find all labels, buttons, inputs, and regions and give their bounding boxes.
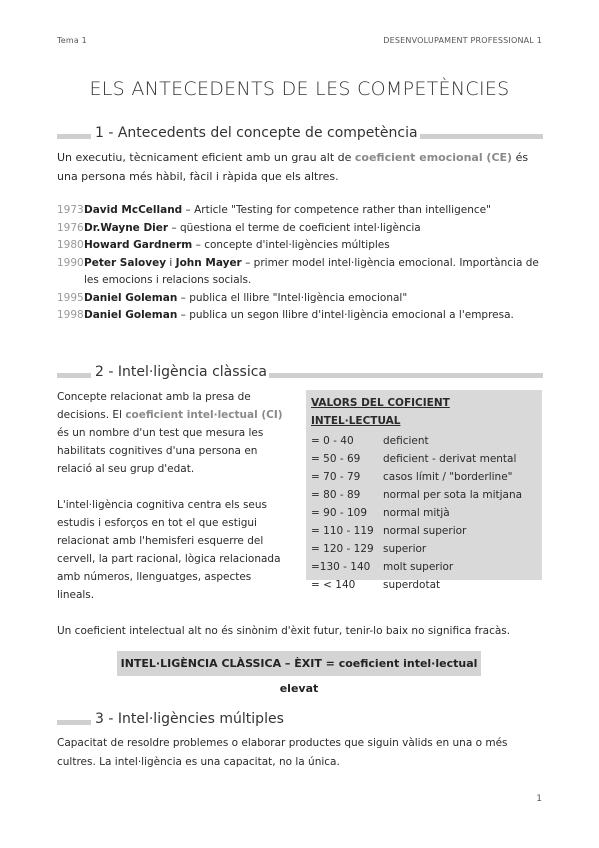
timeline-year: 1976 bbox=[57, 221, 84, 234]
iq-row bbox=[311, 468, 538, 486]
timeline-text: – qüestiona el terme de coeficient intel·ligència bbox=[168, 221, 421, 234]
section-2-text bbox=[57, 388, 289, 604]
timeline-joiner: i bbox=[166, 256, 176, 269]
ce-highlight: coeficient emocional (CE) bbox=[354, 151, 513, 164]
classic-intelligence-banner: INTEL·LIGÈNCIA CLÀSSICA – ÈXIT = coeficient intel·lectual elevat bbox=[117, 651, 481, 676]
iq-row bbox=[311, 576, 538, 594]
timeline-row bbox=[57, 307, 543, 325]
iq-row bbox=[311, 432, 538, 450]
iq-range: = 50 - 69 bbox=[311, 453, 361, 465]
iq-label: deficient - derivat mental bbox=[383, 453, 517, 465]
timeline-row bbox=[57, 220, 543, 238]
timeline-row bbox=[57, 290, 543, 308]
timeline-row bbox=[57, 255, 543, 290]
iq-label: superdotat bbox=[383, 579, 441, 591]
timeline-name: Howard Gardnerm bbox=[84, 239, 193, 251]
timeline-name-2: John Mayer bbox=[175, 256, 242, 269]
p1-text: Concepte relacionat amb la presa de decisions. El bbox=[57, 391, 251, 421]
iq-range: =130 - 140 bbox=[311, 561, 371, 573]
header-left: Tema 1 bbox=[57, 36, 87, 45]
section-2-paragraph-2: L'intel·ligència cognitiva centra els seus estudis i esforços en tot el que estigui relacionat amb l'hemisferi esquerre del cervell, la part racional, lògica relacionada amb números, llenguatges, aspectes lineals. bbox=[57, 499, 281, 601]
iq-label: normal per sota la mitjana bbox=[383, 489, 523, 501]
p1-text-end: és un nombre d'un test que mesura les habilitats cognitives d'una persona en relació al seu grup d'edat. bbox=[57, 427, 264, 475]
timeline-name: Daniel Goleman bbox=[84, 291, 178, 304]
section-2-heading bbox=[57, 364, 543, 386]
intro-text-end: és una persona més hàbil, fàcil i ràpida que els altres. bbox=[57, 151, 529, 183]
iq-row bbox=[311, 558, 538, 576]
timeline-name: Peter Salovey bbox=[84, 256, 167, 269]
heading-bar-left bbox=[57, 720, 91, 725]
timeline bbox=[57, 202, 543, 325]
timeline-text: – Article "Testing for competence rather than intelligence" bbox=[182, 204, 491, 216]
ci-highlight: coeficient intel·lectual (CI) bbox=[125, 409, 283, 421]
section-2-title: 2 - Intel·ligència clàssica bbox=[95, 364, 267, 380]
iq-range: = 80 - 89 bbox=[311, 489, 361, 501]
iq-range: = 110 - 119 bbox=[311, 525, 374, 537]
iq-label: deficient bbox=[383, 435, 429, 447]
section-3-title: 3 - Intel·ligències múltiples bbox=[95, 711, 284, 727]
timeline-text: – publica un segon llibre d'intel·ligència emocional a l'empresa. bbox=[177, 309, 514, 321]
timeline-year: 1973 bbox=[57, 204, 84, 216]
heading-bar-left bbox=[57, 373, 91, 378]
iq-label: normal superior bbox=[383, 525, 467, 537]
page-number: 1 bbox=[536, 794, 542, 804]
iq-row bbox=[311, 540, 538, 558]
iq-label: casos límit / "borderline" bbox=[383, 471, 513, 483]
iq-table-title: VALORS DEL COFICIENT INTEL·LECTUAL bbox=[311, 397, 450, 427]
section-2-note: Un coeficient intelectual alt no és sinònim d'èxit futur, tenir-lo baix no significa fracàs. bbox=[57, 625, 511, 637]
iq-range: = 0 - 40 bbox=[311, 435, 354, 447]
section-3-heading bbox=[57, 711, 543, 733]
section-3-text: Capacitat de resoldre problemes o elaborar productes que siguin vàlids en una o més cultres. La intel·ligència es una capacitat, no la única. bbox=[57, 737, 508, 768]
iq-row bbox=[311, 486, 538, 504]
intro-text: Un executiu, tècnicament eficient amb un grau alt de bbox=[57, 151, 355, 164]
iq-label: molt superior bbox=[383, 561, 454, 573]
iq-range: = < 140 bbox=[311, 579, 356, 591]
iq-row bbox=[311, 522, 538, 540]
timeline-year: 1980 bbox=[57, 239, 84, 251]
page-title: ELS ANTECEDENTS DE LES COMPETÈNCIES bbox=[89, 78, 510, 100]
timeline-name: Daniel Goleman bbox=[84, 309, 178, 321]
iq-values-table bbox=[306, 390, 542, 591]
section-2-paragraph-1 bbox=[57, 388, 289, 478]
timeline-year: 1995 bbox=[57, 291, 84, 304]
timeline-text: – publica el llibre "Intel·ligència emocional" bbox=[177, 291, 408, 304]
iq-range: = 70 - 79 bbox=[311, 471, 361, 483]
timeline-name: David McCelland bbox=[84, 204, 183, 216]
section-1-title: 1 - Antecedents del concepte de competència bbox=[95, 125, 418, 141]
iq-row bbox=[311, 504, 538, 522]
iq-label: superior bbox=[383, 543, 427, 555]
timeline-year: 1998 bbox=[57, 309, 84, 321]
iq-range: = 120 - 129 bbox=[311, 543, 374, 555]
timeline-row bbox=[57, 237, 543, 255]
timeline-text: – concepte d'intel·ligències múltiples bbox=[192, 239, 390, 251]
iq-label: normal mitjà bbox=[383, 507, 450, 519]
iq-range: = 90 - 109 bbox=[311, 507, 368, 519]
section-1-heading bbox=[57, 125, 543, 147]
timeline-row bbox=[57, 202, 543, 220]
section-1-intro bbox=[57, 148, 543, 186]
timeline-name: Dr.Wayne Dier bbox=[84, 221, 169, 234]
heading-bar-right bbox=[257, 373, 543, 378]
timeline-year: 1990 bbox=[57, 256, 84, 269]
iq-row bbox=[311, 450, 538, 468]
header-right: DESENVOLUPAMENT PROFESSIONAL 1 bbox=[383, 36, 542, 45]
heading-bar-right bbox=[399, 134, 543, 139]
heading-bar-left bbox=[57, 134, 91, 139]
timeline-text: – primer model intel·ligència emocional. Importància de les emocions i relacions socials. bbox=[84, 256, 539, 286]
